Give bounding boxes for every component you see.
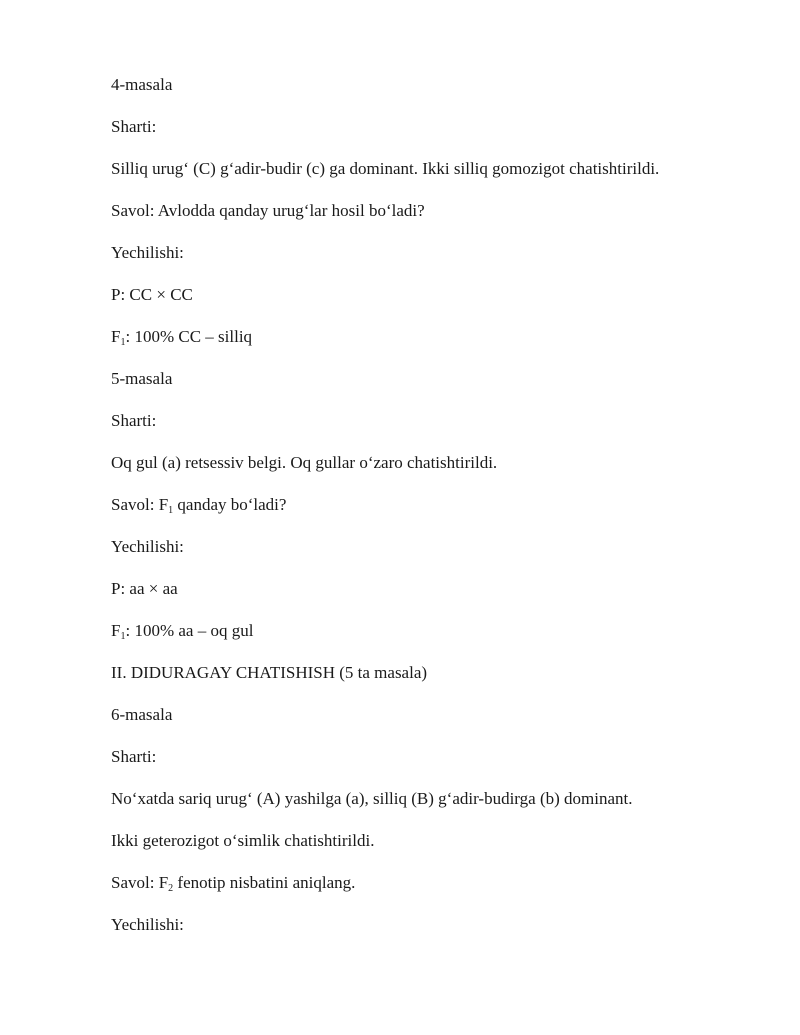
solution-label: Yechilishi: [111, 915, 184, 934]
section-heading: II. DIDURAGAY CHATISHISH (5 ta masala) [111, 663, 428, 682]
problem-4-heading: 4-masala [111, 75, 173, 94]
problem-5-parents: P: aa × aa [111, 579, 178, 598]
problem-5-question: Savol: $F_1$ qanday bo‘ladi? [111, 495, 287, 516]
problem-4-question: Savol: Avlodda qanday urug‘lar hosil bo‘ladi? [111, 201, 425, 220]
problem-5-f1-result: $F_1$: 100% aa – oq gul [111, 621, 254, 642]
condition-label: Sharti: [111, 117, 157, 136]
problem-6-condition-continued: Ikki geterozigot o‘simlik chatishtirildi. [111, 831, 375, 850]
problem-4-condition: Silliq urug‘ (C) g‘adir-budir (c) ga dominant. Ikki silliq gomozigot chatishtirildi. [111, 159, 660, 178]
solution-label: Yechilishi: [111, 243, 184, 262]
problem-6-heading: 6-masala [111, 705, 173, 724]
problem-5-condition: Oq gul (a) retsessiv belgi. Oq gullar o‘zaro chatishtirildi. [111, 453, 498, 472]
condition-label: Sharti: [111, 747, 157, 766]
problem-5-heading: 5-masala [111, 369, 173, 388]
problem-4-f1-result: $F_1$: 100% CC – silliq [111, 327, 253, 348]
condition-label: Sharti: [111, 411, 157, 430]
problem-6-question: Savol: $F_2$ fenotip nisbatini aniqlang. [111, 873, 356, 894]
problem-4-parents: P: CC × CC [111, 285, 193, 304]
solution-label: Yechilishi: [111, 537, 184, 556]
problem-6-condition: No‘xatda sariq urug‘ (A) yashilga (a), silliq (B) g‘adir-budirga (b) dominant. [111, 789, 633, 808]
